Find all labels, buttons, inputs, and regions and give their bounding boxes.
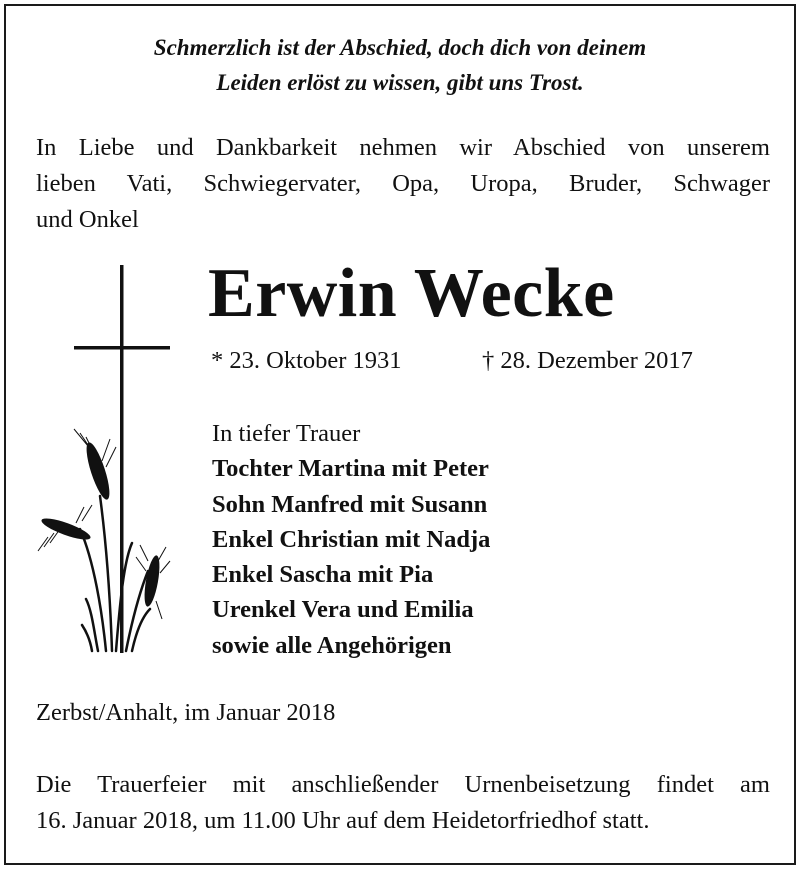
cross-with-wheat-icon (36, 261, 176, 666)
motto-line: Schmerzlich ist der Abschied, doch dich von deinem (153, 35, 647, 60)
mourner-entry: Urenkel Vera und Emilia (212, 596, 474, 624)
intro-text (36, 130, 770, 238)
death-date: † 28. Dezember 2017 (482, 347, 693, 374)
service-info (36, 767, 770, 839)
deceased-name: Erwin Wecke (208, 255, 615, 332)
motto-line: Leiden erlöst zu wissen, gibt uns Trost. (216, 70, 584, 95)
mourning-lead: In tiefer Trauer (212, 420, 361, 447)
mourner-entry: Enkel Sascha mit Pia (212, 561, 434, 589)
motto (6, 30, 794, 100)
place-and-date: Zerbst/Anhalt, im Januar 2018 (36, 699, 336, 726)
mourner-entry: sowie alle Angehörigen (212, 631, 452, 659)
obituary-notice (4, 4, 796, 865)
birth-date: * 23. Oktober 1931 (211, 347, 402, 374)
mourner-entry: Tochter Martina mit Peter (212, 455, 489, 483)
service-line: Die Trauerfeier mit anschließender Urnenbeisetzung findet am (36, 771, 770, 798)
intro-line: und Onkel (36, 206, 139, 233)
intro-line: In Liebe und Dankbarkeit nehmen wir Abschied von unserem (36, 134, 770, 161)
life-dates (211, 345, 693, 377)
mourners-list (212, 416, 490, 663)
service-line: 16. Januar 2018, um 11.00 Uhr auf dem Heidetorfriedhof statt. (36, 807, 650, 834)
mourner-entry: Sohn Manfred mit Susann (212, 490, 488, 518)
mourner-entry: Enkel Christian mit Nadja (212, 525, 491, 553)
intro-line: lieben Vati, Schwiegervater, Opa, Uropa, Bruder, Schwager (36, 170, 770, 197)
